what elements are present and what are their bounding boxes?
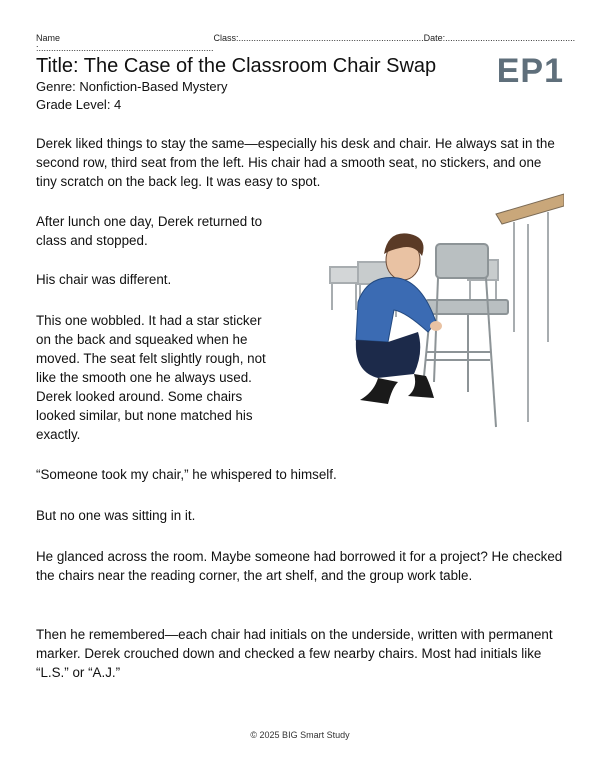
grade-label: Grade Level: 4 (36, 97, 122, 112)
boy-checking-chair-illustration (318, 192, 564, 440)
copyright-footer: © 2025 BIG Smart Study (250, 730, 350, 740)
page-title: Title: The Case of the Classroom Chair Swap (36, 55, 437, 77)
paragraph-1: Derek liked things to stay the same—especially his desk and chair. He always sat in the second row, third seat from the left. His chair had a smooth seat, no stickers, and one tiny scratch on the back leg. It was easy to spot. (36, 136, 555, 189)
student-info-line (36, 33, 576, 53)
genre-label: Genre: Nonfiction-Based Mystery (36, 79, 228, 94)
paragraph-2: After lunch one day, Derek returned to class and stopped. (36, 214, 263, 248)
paragraph-3: His chair was different. (36, 272, 172, 287)
background-desk (496, 194, 564, 224)
class-field[interactable]: Class:.......................................................................... (213, 33, 424, 43)
boy-figure (356, 233, 442, 404)
paragraph-6: But no one was sitting in it. (36, 508, 196, 523)
paragraph-7: He glanced across the room. Maybe someone had borrowed it for a project? He checked the chairs near the reading corner, the art shelf, and the group work table. (36, 549, 563, 583)
title-block (36, 54, 436, 114)
episode-code: EP1 (496, 52, 564, 90)
date-field[interactable]: Date:.................................................... (423, 33, 576, 43)
paragraph-4: This one wobbled. It had a star sticker on the back and squeaked when he moved. The seat felt slightly rough, not like the smooth one he always used. Derek looked around. Some chairs looked similar, but none matched his exactly. (36, 313, 266, 442)
paragraph-8: Then he remembered—each chair had initials on the underside, written with permanent marker. Derek crouched down and checked a few nearby chairs. Most had initials like “L.S.” or “A.J.” (36, 627, 553, 680)
name-field[interactable]: Name :...................................................................... (36, 33, 214, 53)
paragraph-5: “Someone took my chair,” he whispered to himself. (36, 467, 337, 482)
